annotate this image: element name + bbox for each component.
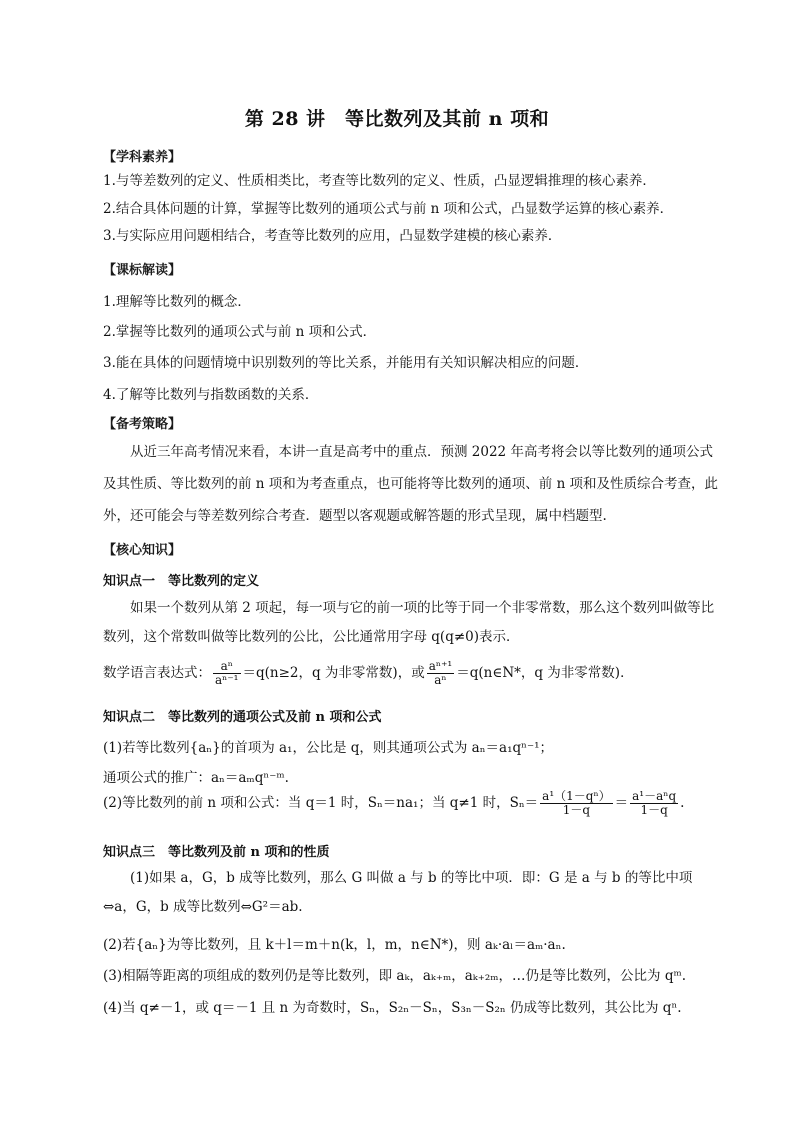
kp3-property-2: (2)若{aₙ}为等比数列，且 k＋l＝m＋n(k，l，m，n∈N*)，则 aₖ·aₗ＝aₘ·aₙ. bbox=[103, 937, 566, 953]
knowledge-point-2-title: 知识点二 等比数列的通项公式及前 n 项和公式 bbox=[103, 710, 382, 725]
section-tag-strategy: 【备考策略】 bbox=[103, 417, 182, 432]
literacy-item-3: 3.与实际应用问题相结合，考查等比数列的应用，凸显数学建模的核心素养． bbox=[103, 228, 562, 244]
standard-item-2: 2.掌握等比数列的通项公式与前 n 项和公式． bbox=[103, 324, 377, 340]
literacy-item-2: 2.结合具体问题的计算，掌握等比数列的通项公式与前 n 项和公式，凸显数学运算的核心素养． bbox=[103, 201, 674, 217]
kp2-sum-text: (2)等比数列的前 n 项和公式：当 q＝1 时，Sₙ＝na₁；当 q≠1 时，Sₙ＝ bbox=[103, 795, 539, 811]
section-tag-standard: 【课标解读】 bbox=[103, 263, 182, 278]
literacy-item-1: 1.与等差数列的定义、性质相类比，考查等比数列的定义、性质，凸显逻辑推理的核心素养． bbox=[103, 173, 656, 189]
standard-item-4: 4.了解等比数列与指数函数的关系． bbox=[103, 387, 319, 403]
kp2-line-2: 通项公式的推广：aₙ＝aₘqⁿ⁻ᵐ. bbox=[103, 770, 289, 786]
frac-num: a¹（1－qⁿ） bbox=[542, 789, 611, 803]
kp3-property-4: (4)当 q≠－1，或 q＝－1 且 n 为奇数时，Sₙ，S₂ₙ－Sₙ，S₃ₙ－S₂ₙ 仍成等比数列，其公比为 qⁿ. bbox=[103, 1000, 682, 1016]
kp3-property-1: (1)如果 a，G，b 成等比数列，那么 G 叫做 a 与 b 的等比中项．即：G 是 a 与 b 的等比中项⇔a，G，b 成等比数列⇔G²＝ab. bbox=[103, 870, 693, 915]
kp2-line-1: (1)若等比数列{aₙ}的首项为 a₁，公比是 q，则其通项公式为 aₙ＝a₁qⁿ⁻¹； bbox=[103, 740, 554, 756]
section-tag-literacy: 【学科素养】 bbox=[103, 150, 182, 165]
expr-label: 数学语言表达式： bbox=[103, 665, 211, 681]
frac-den: 1－q bbox=[640, 803, 668, 817]
frac-den: aⁿ bbox=[434, 673, 447, 687]
kp2-line-3 bbox=[103, 790, 684, 817]
page-title: 第 28 讲 等比数列及其前 n 项和 bbox=[244, 108, 550, 130]
fraction-sum-2 bbox=[630, 790, 678, 817]
fraction-ratio-2 bbox=[427, 660, 455, 687]
frac-den: 1－q bbox=[562, 803, 591, 817]
standard-item-3: 3.能在具体的问题情境中识别数列的等比关系，并能用有关知识解决相应的问题． bbox=[103, 355, 589, 371]
section-tag-core: 【核心知识】 bbox=[103, 543, 182, 558]
frac-den: aⁿ⁻¹ bbox=[215, 673, 239, 687]
kp2-sum-period: . bbox=[680, 795, 685, 811]
frac-num: aⁿ⁺¹ bbox=[428, 659, 453, 673]
expr-part-b: ＝q(n∈N*，q 为非零常数)． bbox=[456, 665, 634, 681]
frac-num: a¹－aⁿq bbox=[632, 789, 677, 803]
fraction-ratio-1 bbox=[213, 660, 241, 687]
kp3-property-3: (3)相隔等距离的项组成的数列仍是等比数列，即 aₖ，aₖ₊ₘ，aₖ₊₂ₘ，…仍是等比数列，公比为 qᵐ. bbox=[103, 968, 687, 984]
expr-part-a: ＝q(n≥2，q 为非零常数)，或 bbox=[242, 665, 425, 681]
frac-num: aⁿ bbox=[213, 660, 241, 674]
knowledge-point-1-title: 知识点一 等比数列的定义 bbox=[103, 574, 260, 589]
fraction-sum-1 bbox=[540, 790, 612, 817]
kp1-definition: 如果一个数列从第 2 项起，每一项与它的前一项的比等于同一个非零常数，那么这个数列叫做等比数列，这个常数叫做等比数列的公比，公比通常用字母 q(q≠0)表示． bbox=[103, 600, 715, 645]
kp1-expression bbox=[103, 660, 634, 687]
standard-item-1: 1.理解等比数列的概念． bbox=[103, 294, 251, 310]
strategy-paragraph: 从近三年高考情况来看，本讲一直是高考中的重点．预测 2022 年高考将会以等比数列的通项公式及其性质、等比数列的前 n 项和为考查重点，也可能将等比数列的通项、前 n 项和及性质综合考查，此外，还可能会与等差数列综合考查．题型以客观题或解答题的形式呈现，属中档题型. bbox=[103, 444, 719, 524]
knowledge-point-3-title: 知识点三 等比数列及前 n 项和的性质 bbox=[103, 845, 330, 860]
kp2-sum-eq: ＝ bbox=[614, 795, 629, 811]
